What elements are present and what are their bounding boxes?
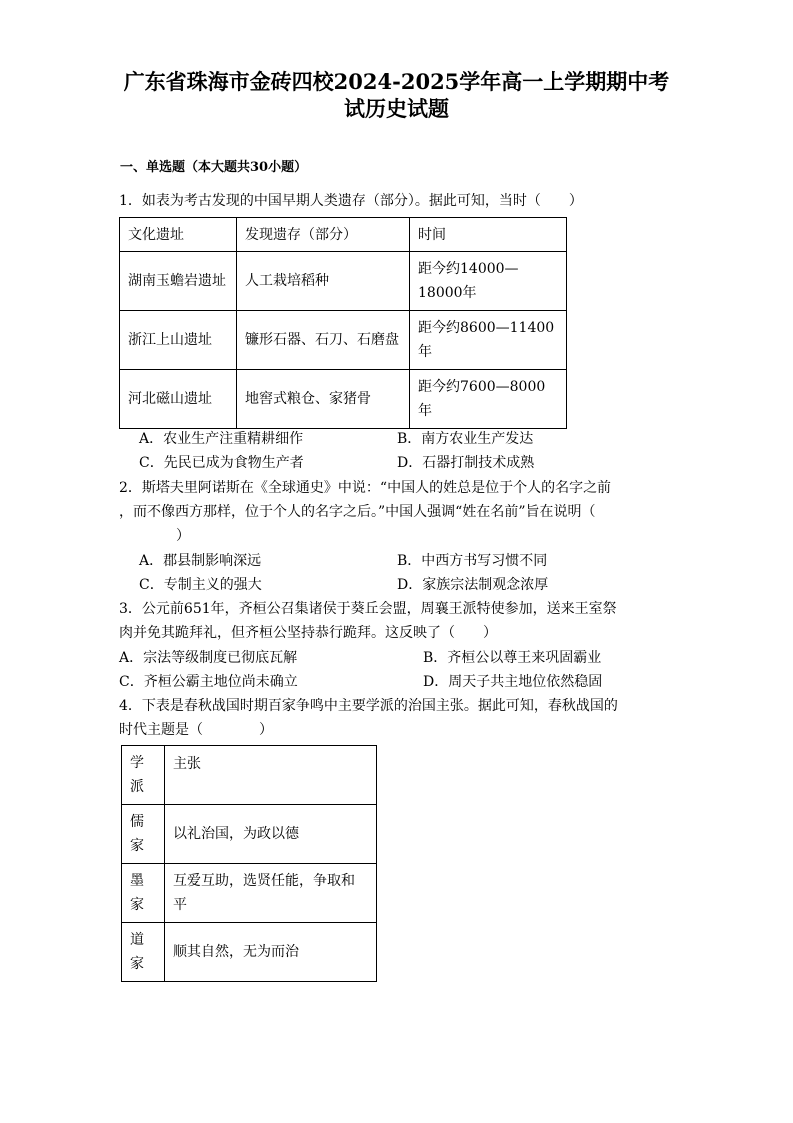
q1-option-a: A．农业生产注重精耕细作 <box>139 431 304 447</box>
table-cell: 墨家 <box>122 864 165 923</box>
table-cell: 距今约8600—11400年 <box>410 311 567 370</box>
table-cell: 互爱互助，选贤任能，争取和平 <box>165 864 377 923</box>
table-header-row <box>122 746 377 805</box>
table-cell: 距今约7600—8000年 <box>410 370 567 429</box>
q1-option-d: D．石器打制技术成熟 <box>397 455 535 471</box>
title-line-2: 试历史试题 <box>344 96 449 121</box>
table-header-cell: 时间 <box>410 218 567 252</box>
q3-option-c: C．齐桓公霸主地位尚未确立 <box>119 674 298 690</box>
q4-stem-line-1: 4．下表是春秋战国时期百家争鸣中主要学派的治国主张。据此可知，春秋战国的 <box>119 698 618 714</box>
table-cell: 以礼治国，为政以德 <box>165 805 377 864</box>
table-cell: 镰形石器、石刀、石磨盘 <box>237 311 410 370</box>
page-title <box>100 68 693 122</box>
q3-option-d: D．周天子共主地位依然稳固 <box>423 674 603 690</box>
table-row <box>122 864 377 923</box>
table-header-cell: 主张 <box>165 746 377 805</box>
q2-stem-line-3: ） <box>176 528 190 544</box>
table-cell: 顺其自然，无为而治 <box>165 923 377 982</box>
table-cell: 人工栽培稻种 <box>237 252 410 311</box>
table-row <box>120 370 567 429</box>
table-row <box>122 805 377 864</box>
q2-option-c: C．专制主义的强大 <box>139 577 262 593</box>
table-cell: 河北磁山遗址 <box>120 370 237 429</box>
q2-option-b: B．中西方书写习惯不同 <box>397 553 548 569</box>
q3-option-a: A．宗法等级制度已彻底瓦解 <box>119 650 298 666</box>
q1-option-b: B．南方农业生产发达 <box>397 431 534 447</box>
q2-option-d: D．家族宗法制观念浓厚 <box>397 577 549 593</box>
q4-stem-line-2: 时代主题是（ ） <box>119 722 273 738</box>
table-cell: 湖南玉蟾岩遗址 <box>120 252 237 311</box>
q2-stem-line-1: 2．斯塔夫里阿诺斯在《全球通史》中说：“中国人的姓总是位于个人的名字之前 <box>119 480 612 496</box>
section-heading: 一、单选题（本大题共30小题） <box>120 160 308 175</box>
table-cell: 儒家 <box>122 805 165 864</box>
q3-stem-line-2: 肉并免其跪拜礼，但齐桓公坚持恭行跪拜。这反映了（ ） <box>119 625 497 641</box>
table-row <box>120 252 567 311</box>
q4-table <box>121 745 377 982</box>
table-cell: 地窖式粮仓、家猪骨 <box>237 370 410 429</box>
table-header-cell: 发现遗存（部分） <box>237 218 410 252</box>
q2-option-a: A．郡县制影响深远 <box>139 553 262 569</box>
table-header-row <box>120 218 567 252</box>
q3-option-b: B．齐桓公以尊王来巩固霸业 <box>423 650 602 666</box>
table-cell: 距今约14000—18000年 <box>410 252 567 311</box>
title-line-1: 广东省珠海市金砖四校2024-2025学年高一上学期期中考 <box>123 69 670 94</box>
q2-stem-line-2: ，而不像西方那样，位于个人的名字之后。”中国人强调“姓在名前”旨在说明（ <box>119 504 596 520</box>
table-header-cell: 文化遗址 <box>120 218 237 252</box>
table-row <box>120 311 567 370</box>
q1-stem: 1．如表为考古发现的中国早期人类遗存（部分）。据此可知，当时（ ） <box>119 193 583 209</box>
q1-table <box>119 217 567 429</box>
table-cell: 道家 <box>122 923 165 982</box>
q1-option-c: C．先民已成为食物生产者 <box>139 455 304 471</box>
table-header-cell: 学派 <box>122 746 165 805</box>
q3-stem-line-1: 3．公元前651年，齐桓公召集诸侯于葵丘会盟，周襄王派特使参加，送来王室祭 <box>119 601 617 617</box>
table-cell: 浙江上山遗址 <box>120 311 237 370</box>
table-row <box>122 923 377 982</box>
